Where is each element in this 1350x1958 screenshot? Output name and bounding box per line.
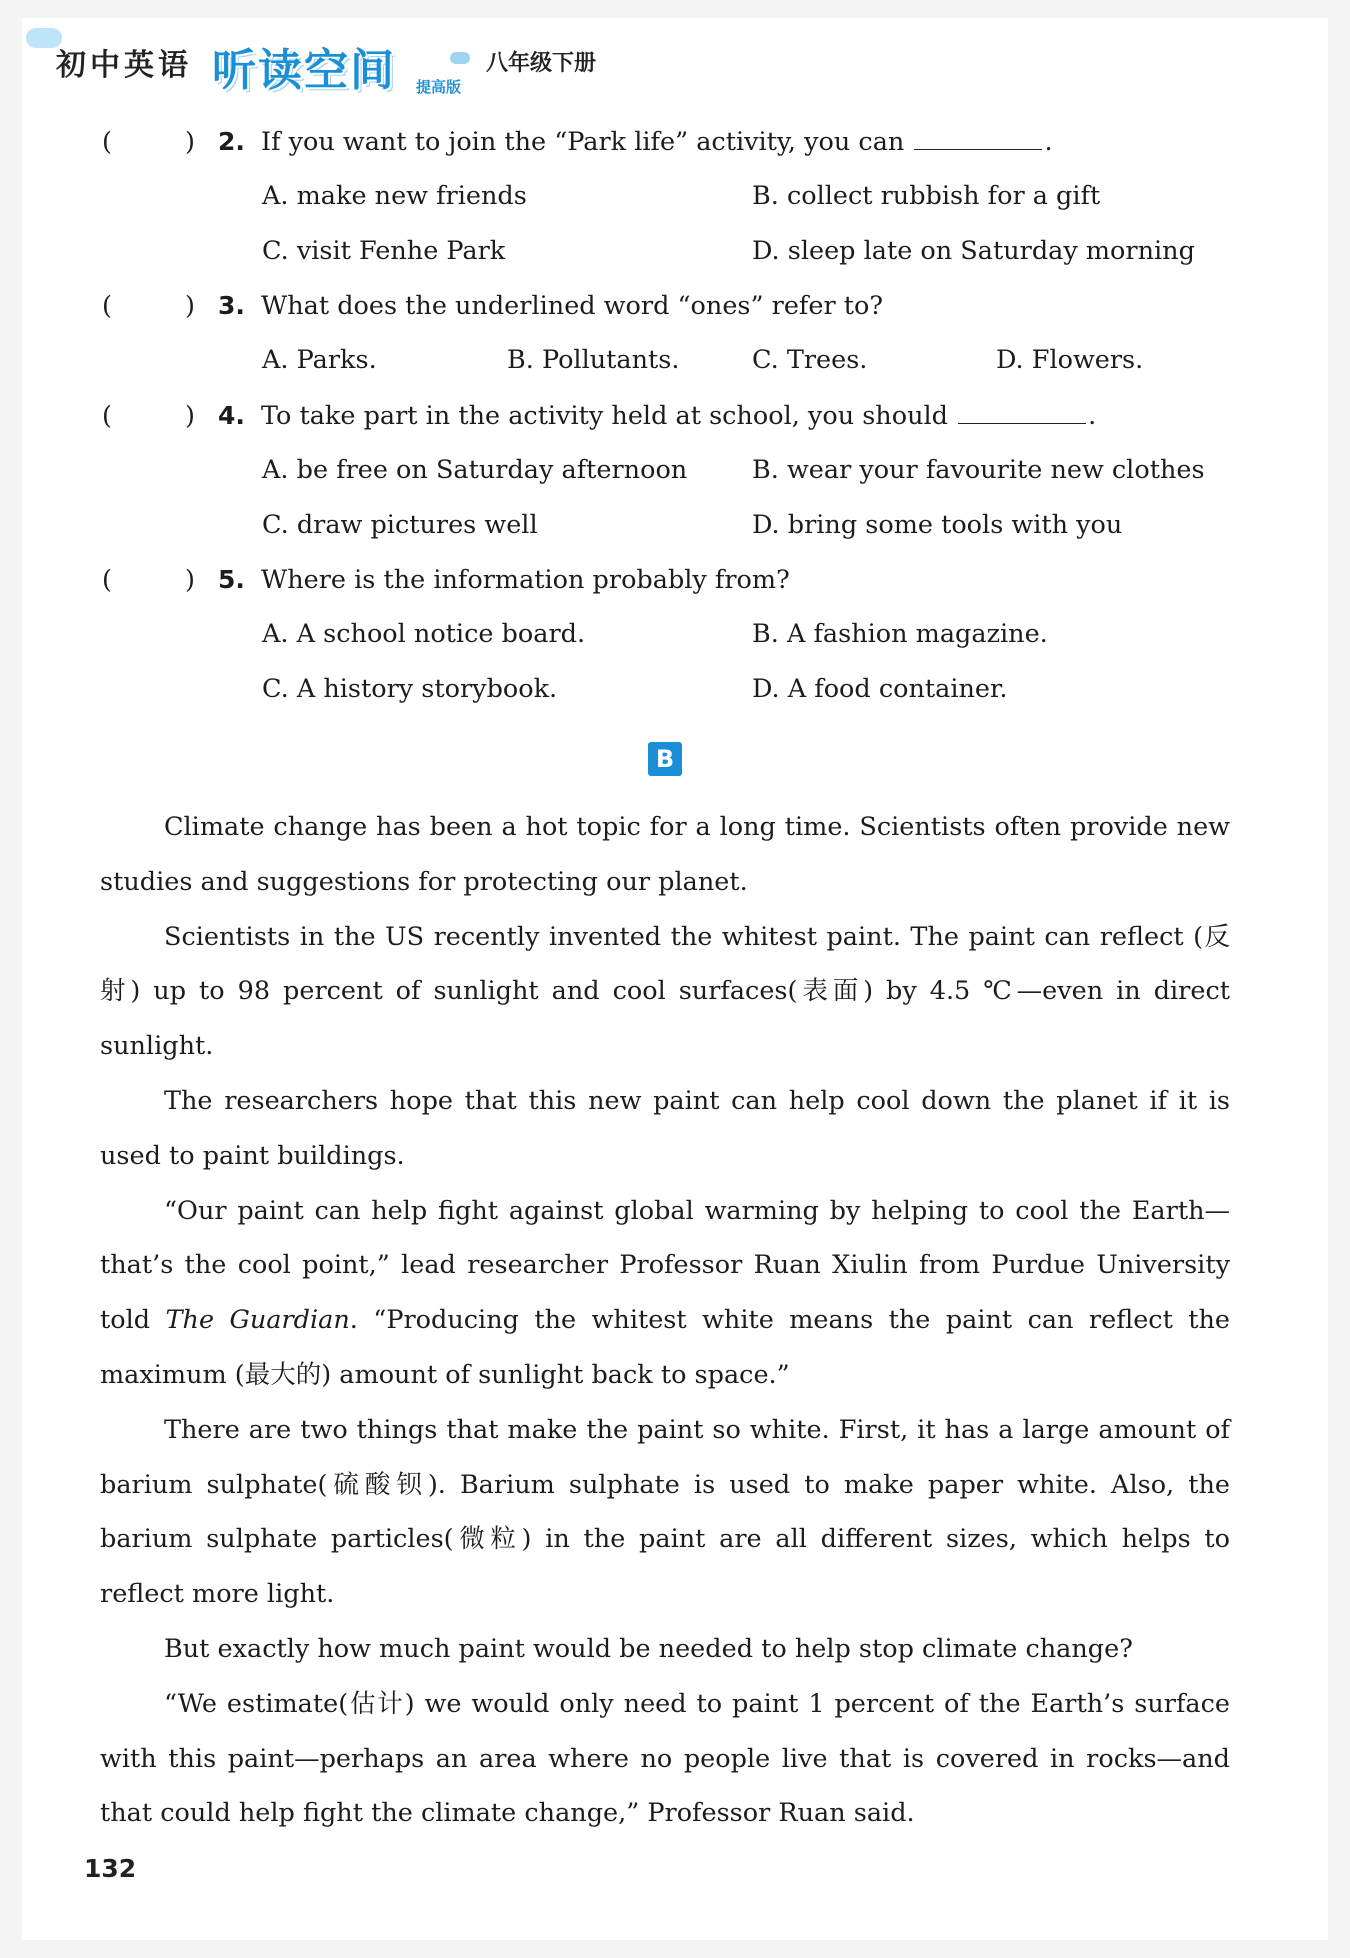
paragraph: But exactly how much paint would be needed to help stop climate change? bbox=[164, 1633, 1133, 1664]
answer-paren-right: ) bbox=[185, 291, 195, 321]
option-b: B. wear your favourite new clothes bbox=[752, 455, 1205, 485]
stem-text: If you want to join the “Park life” activity, you can bbox=[261, 127, 905, 157]
paragraph: There are two things that make the paint so white. First, it has a large amount of barium sulphate(硫酸钡). Barium sulphate is used to make paper white. Also, the barium sulphate particles(微粒) in the paint are all different sizes, which helps to reflect more light. bbox=[100, 1414, 1230, 1610]
option-c: C. Trees. bbox=[752, 345, 868, 375]
answer-paren-right: ) bbox=[185, 127, 195, 157]
question-number: 4. bbox=[218, 401, 245, 430]
page-header bbox=[0, 0, 1350, 110]
option-b: B. Pollutants. bbox=[507, 345, 680, 375]
answer-paren-right: ) bbox=[185, 565, 195, 595]
edition-label: 提高版 bbox=[416, 78, 462, 96]
answer-paren-right: ) bbox=[185, 401, 195, 431]
section-label: B bbox=[648, 742, 682, 776]
option-a: A. Parks. bbox=[262, 345, 377, 375]
option-b: B. collect rubbish for a gift bbox=[752, 181, 1101, 211]
answer-blank[interactable] bbox=[958, 401, 1086, 424]
series-title: 初中英语 bbox=[56, 48, 192, 83]
brand-logo: 听读空间 bbox=[212, 45, 396, 96]
stem-end: . bbox=[1044, 127, 1053, 157]
answer-blank[interactable] bbox=[914, 127, 1042, 150]
option-b: B. A fashion magazine. bbox=[752, 619, 1048, 649]
paragraph: The researchers hope that this new paint can help cool down the planet if it is used to paint buildings. bbox=[100, 1085, 1230, 1171]
question-number: 2. bbox=[218, 127, 245, 156]
answer-paren-left: ( bbox=[102, 127, 112, 157]
question-number: 5. bbox=[218, 565, 245, 594]
question-stem: Where is the information probably from? bbox=[261, 565, 790, 595]
publication-title: The Guardian bbox=[165, 1305, 350, 1336]
option-d: D. bring some tools with you bbox=[752, 510, 1123, 540]
paragraph bbox=[100, 1184, 1230, 1403]
paragraph-text: “Our paint can help fight against global warming by helping to cool the Earth—that’s the cool point,” lead researcher Professor Ruan Xiulin from Purdue University told bbox=[100, 1195, 1230, 1336]
question-stem bbox=[261, 126, 1053, 158]
reading-passage bbox=[100, 800, 1230, 1841]
option-a: A. be free on Saturday afternoon bbox=[262, 455, 688, 485]
grade-volume: 八年级下册 bbox=[486, 51, 597, 76]
option-d: D. A food container. bbox=[752, 674, 1008, 704]
paragraph: “We estimate(估计) we would only need to paint 1 percent of the Earth’s surface with this paint—perhaps an area where no people live that is covered in rocks—and that could help fight the climate change,” Professor Ruan said. bbox=[100, 1688, 1230, 1829]
question-number: 3. bbox=[218, 291, 245, 320]
cloud-dot-icon bbox=[450, 52, 470, 64]
option-c: C. visit Fenhe Park bbox=[262, 236, 506, 266]
stem-end: . bbox=[1088, 401, 1097, 431]
answer-paren-left: ( bbox=[102, 401, 112, 431]
question-stem: What does the underlined word “ones” refer to? bbox=[261, 291, 884, 321]
stem-text: To take part in the activity held at school, you should bbox=[261, 401, 948, 431]
answer-paren-left: ( bbox=[102, 565, 112, 595]
option-d: D. sleep late on Saturday morning bbox=[752, 236, 1195, 266]
paragraph-text: . “Producing the whitest white means the paint can reflect the maximum (最大的) amount of sunlight back to space.” bbox=[100, 1305, 1231, 1390]
option-c: C. A history storybook. bbox=[262, 674, 558, 704]
paragraph: Scientists in the US recently invented the whitest paint. The paint can reflect (反射) up to 98 percent of sunlight and cool surfaces(表面) by 4.5 ℃—even in direct sunlight. bbox=[100, 921, 1230, 1062]
answer-paren-left: ( bbox=[102, 291, 112, 321]
page-number: 132 bbox=[84, 1854, 137, 1883]
question-stem bbox=[261, 400, 1096, 432]
option-a: A. A school notice board. bbox=[262, 619, 586, 649]
paragraph: Climate change has been a hot topic for a long time. Scientists often provide new studies and suggestions for protecting our planet. bbox=[100, 812, 1230, 897]
option-c: C. draw pictures well bbox=[262, 510, 538, 540]
option-a: A. make new friends bbox=[262, 181, 527, 211]
option-d: D. Flowers. bbox=[996, 345, 1144, 375]
